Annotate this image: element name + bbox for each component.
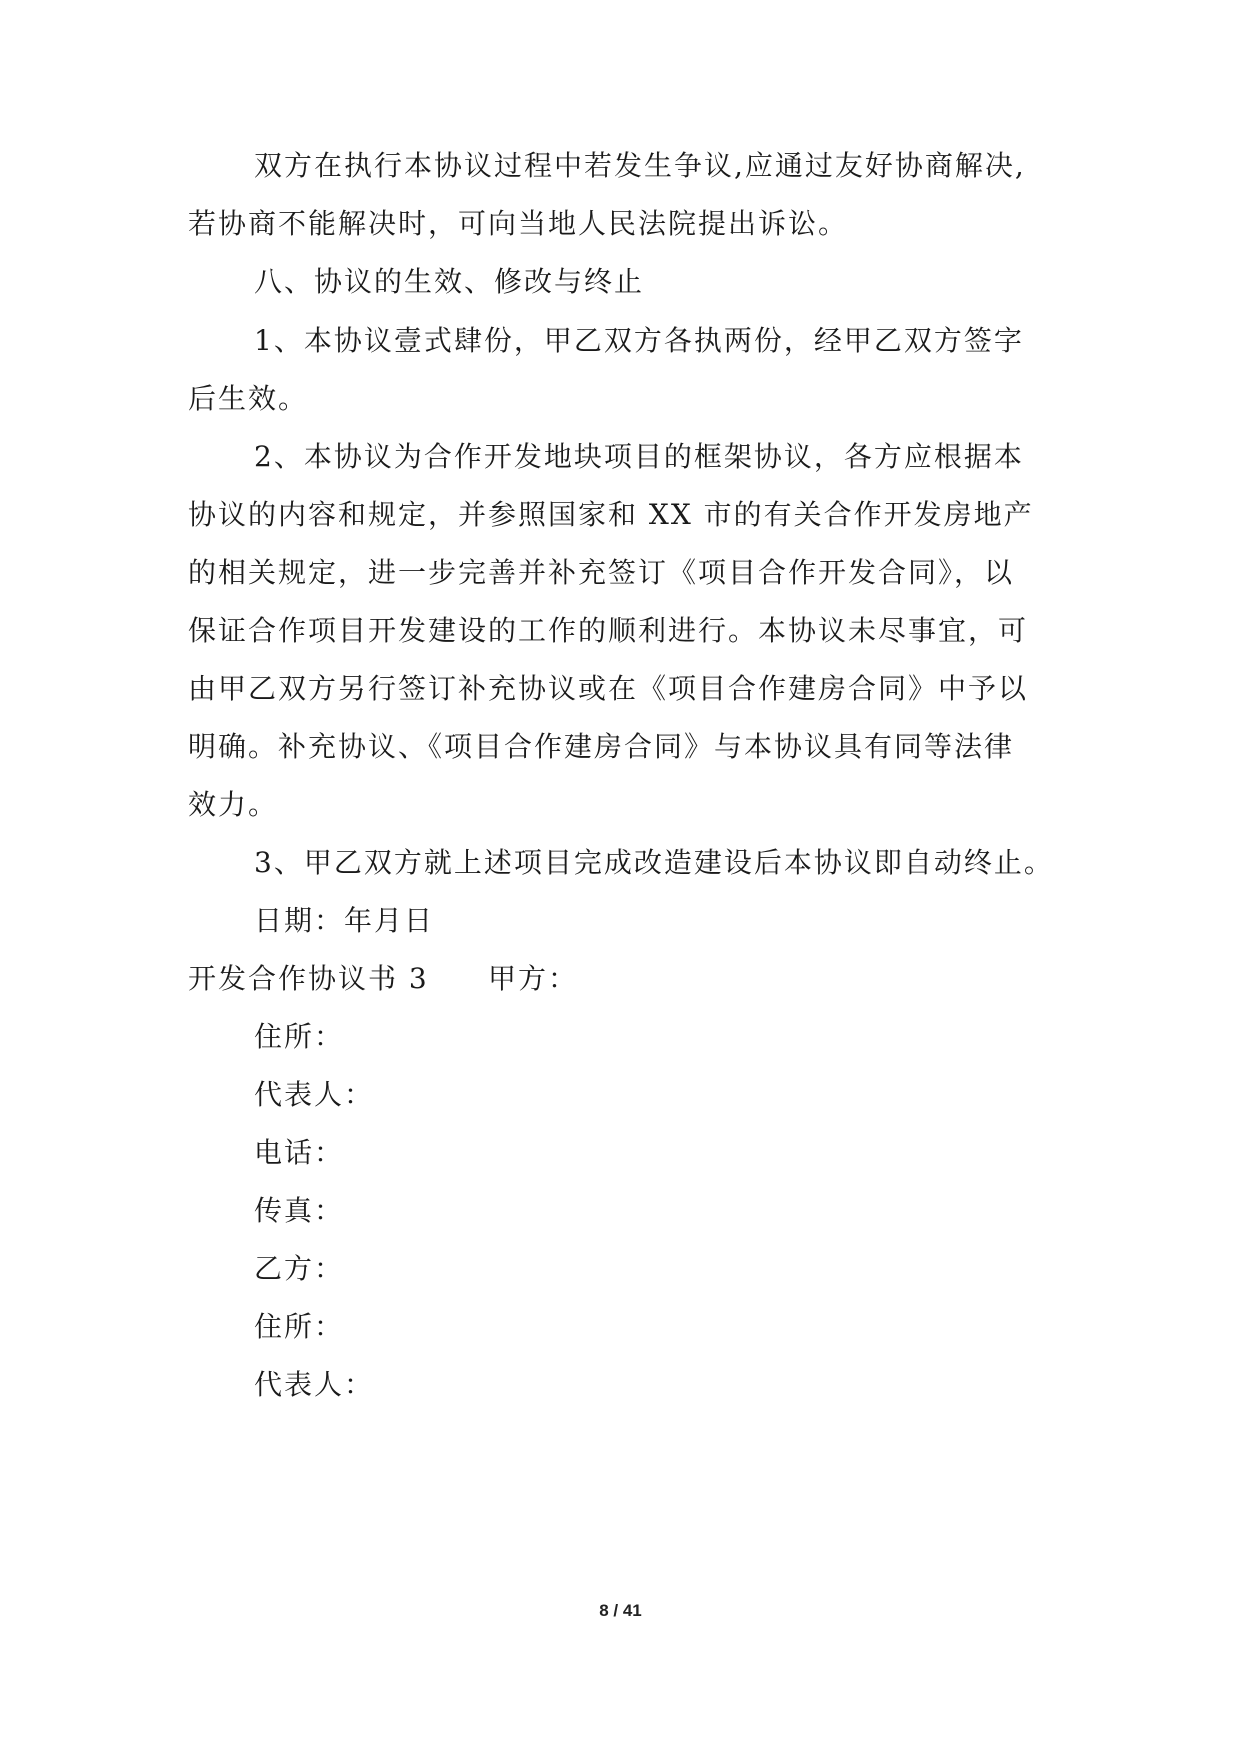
item-2-line-4: 保证合作项目开发建设的工作的顺利进行。本协议未尽事宜，可 xyxy=(188,614,1029,647)
item-2-line-2: 协议的内容和规定，并参照国家和 XX 市的有关合作开发房地产 xyxy=(188,498,1034,531)
party-b-label: 乙方： xyxy=(254,1252,345,1285)
item-3: 3、甲乙双方就上述项目完成改造建设后本协议即自动终止。 xyxy=(254,846,1054,879)
page-number: 8 / 41 xyxy=(599,1601,642,1620)
party-a-representative-field: 代表人： xyxy=(254,1078,375,1111)
item-2-line-6: 明确。补充协议、《项目合作建房合同》与本协议具有同等法律 xyxy=(188,730,1015,763)
party-b-representative-field: 代表人： xyxy=(254,1368,375,1401)
item-2-line-1: 2、本协议为合作开发地块项目的框架协议，各方应根据本 xyxy=(254,440,1024,473)
date-line: 日期：年月日 xyxy=(254,904,435,937)
paragraph-dispute-line-1: 双方在执行本协议过程中若发生争议,应通过友好协商解决, xyxy=(254,149,1026,182)
party-b-address-field: 住所： xyxy=(254,1310,345,1343)
next-document-title: 开发合作协议书 3 xyxy=(188,962,429,995)
party-a-fax-field: 传真： xyxy=(254,1194,345,1227)
party-a-phone-field: 电话： xyxy=(254,1136,345,1169)
party-a-label: 甲方： xyxy=(488,962,579,995)
party-a-address-field: 住所： xyxy=(254,1020,345,1053)
item-1-line-2: 后生效。 xyxy=(188,382,309,415)
paragraph-dispute-line-2: 若协商不能解决时，可向当地人民法院提出诉讼。 xyxy=(188,207,849,240)
item-2-line-5: 由甲乙双方另行签订补充协议或在《项目合作建房合同》中予以 xyxy=(188,672,1029,705)
item-2-line-3: 的相关规定，进一步完善并补充签订《项目合作开发合同》，以 xyxy=(188,556,1015,589)
item-1-line-1: 1、本协议壹式肆份，甲乙双方各执两份，经甲乙双方签字 xyxy=(254,324,1024,357)
item-2-line-7: 效力。 xyxy=(188,788,279,821)
section-8-heading: 八、协议的生效、修改与终止 xyxy=(254,265,645,298)
